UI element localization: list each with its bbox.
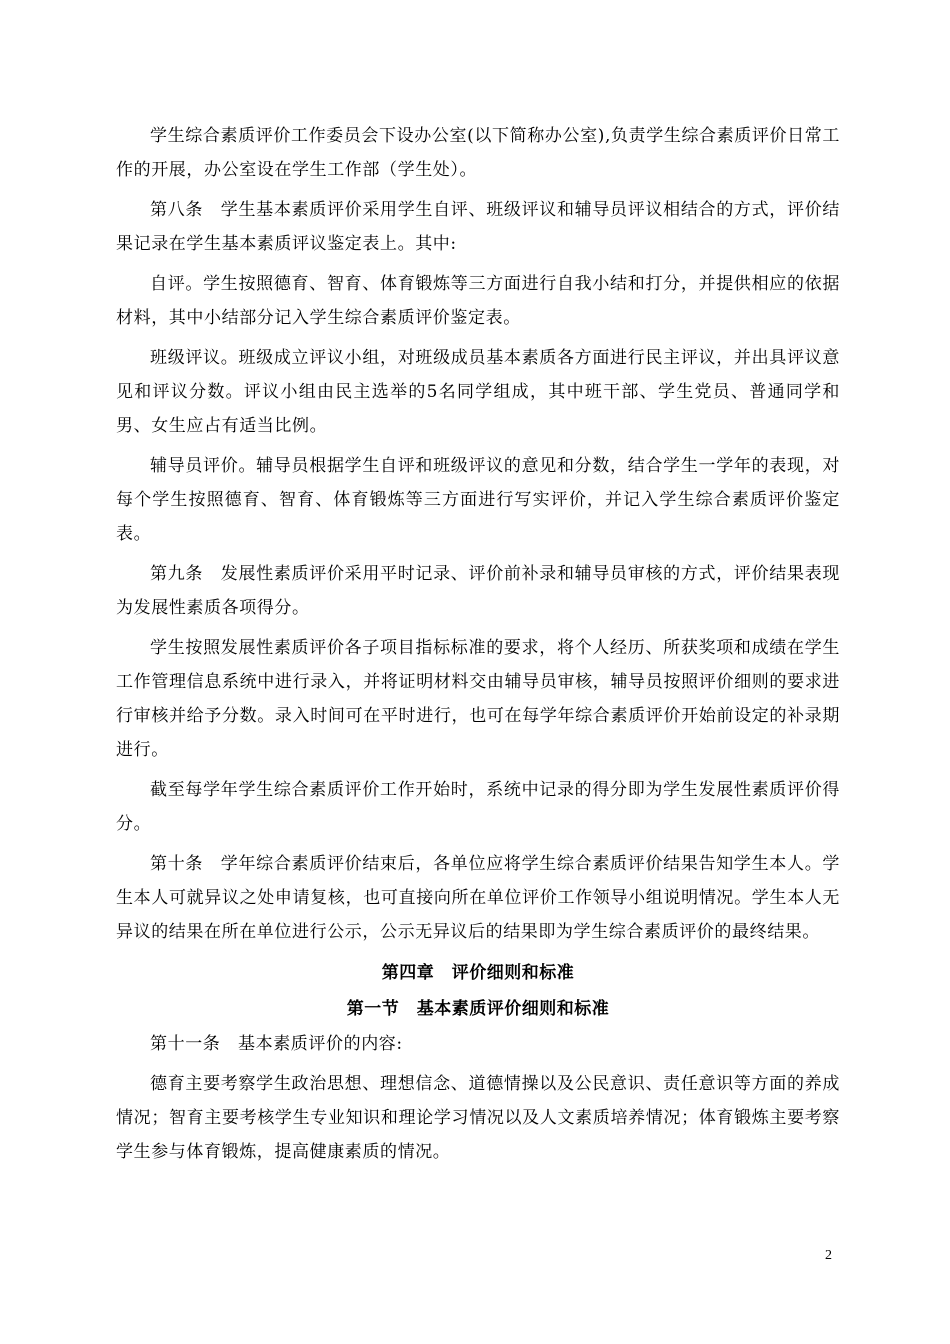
paragraph-class-evaluation: 班级评议。班级成立评议小组，对班级成员基本素质各方面进行民主评议，并出具评议意见和评议分数。评议小组由民主选举的5名同学组成，其中班干部、学生党员、普通同学和男、女生应占有适当比例。 [116, 348, 840, 436]
paragraph-article-10: 第十条 学年综合素质评价结束后，各单位应将学生综合素质评价结果告知学生本人。学生本人可就异议之处申请复核，也可直接向所在单位评价工作领导小组说明情况。学生本人无异议的结果在所在单位进行公示，公示无异议后的结果即为学生综合素质评价的最终结果。 [116, 854, 840, 942]
chapter-heading: 第四章 评价细则和标准 [381, 963, 575, 983]
paragraph-counselor-evaluation: 辅导员评价。辅导员根据学生自评和班级评议的意见和分数，结合学生一学年的表现，对每个学生按照德育、智育、体育锻炼等三方面进行写实评价，并记入学生综合素质评价鉴定表。 [116, 456, 840, 544]
paragraph-basic-quality-content: 德育主要考察学生政治思想、理想信念、道德情操以及公民意识、责任意识等方面的养成情况；智育主要考核学生专业知识和理论学习情况以及人文素质培养情况；体育锻炼主要考察学生参与体育锻炼，提高健康素质的情况。 [116, 1074, 840, 1162]
paragraph-article-9: 第九条 发展性素质评价采用平时记录、评价前补录和辅导员审核的方式，评价结果表现为发展性素质各项得分。 [116, 564, 840, 618]
paragraph-article-8: 第八条 学生基本素质评价采用学生自评、班级评议和辅导员评议相结合的方式，评价结果记录在学生基本素质评议鉴定表上。其中: [116, 200, 840, 254]
paragraph-article-11: 第十一条 基本素质评价的内容: [150, 1034, 403, 1054]
paragraph-office: 学生综合素质评价工作委员会下设办公室(以下简称办公室),负责学生综合素质评价日常工作的开展，办公室设在学生工作部（学生处）。 [116, 126, 840, 180]
paragraph-developmental-score: 截至每学年学生综合素质评价工作开始时，系统中记录的得分即为学生发展性素质评价得分。 [116, 780, 840, 834]
paragraph-self-evaluation: 自评。学生按照德育、智育、体育锻炼等三方面进行自我小结和打分，并提供相应的依据材料，其中小结部分记入学生综合素质评价鉴定表。 [116, 274, 840, 328]
paragraph-developmental-entry: 学生按照发展性素质评价各子项目指标标准的要求，将个人经历、所获奖项和成绩在学生工作管理信息系统中进行录入，并将证明材料交由辅导员审核，辅导员按照评价细则的要求进行审核并给予分数。录入时间可在平时进行，也可在每学年综合素质评价开始前设定的补录期进行。 [116, 638, 840, 760]
section-heading: 第一节 基本素质评价细则和标准 [346, 999, 610, 1019]
page-number: 2 [825, 1248, 832, 1263]
document-page [116, 119, 840, 1175]
